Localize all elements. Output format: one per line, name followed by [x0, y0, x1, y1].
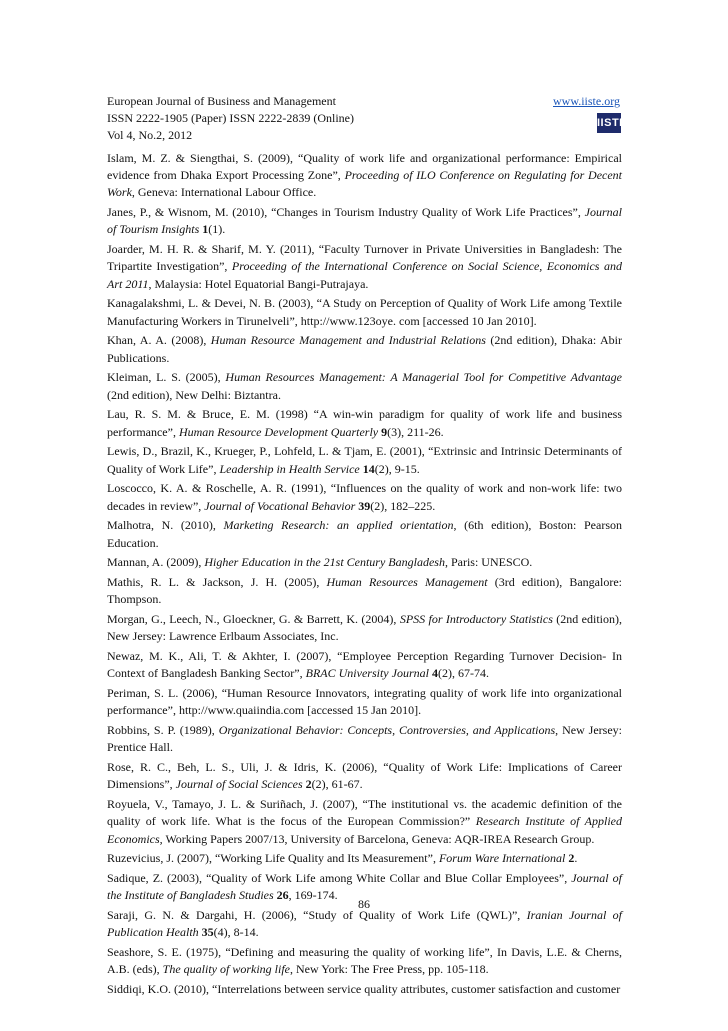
reference-title: Forum Ware International [438, 851, 566, 866]
reference-text: Janes, P., & Wisnom, M. (2010), “Changes in Tourism Industry Quality of Work Life Practices”, [107, 205, 585, 220]
reference-text: Saraji, G. N. & Dargahi, H. (2006), “Study of Quality of Work Life (QWL)”, [107, 908, 527, 923]
reference-text: Siddiqi, K.O. (2010), “Interrelations between service quality attributes, customer satisfaction and customer [107, 982, 621, 997]
reference-volume: 2 [305, 777, 312, 792]
reference-text: (2nd edition), New Delhi: Biztantra. [107, 387, 281, 402]
reference-entry [107, 443, 622, 477]
reference-entry [107, 554, 622, 571]
reference-entry [107, 369, 622, 403]
reference-text: Lewis, D., Brazil, K., Krueger, P., Lohfeld, L. & Tjam, E. (2001), “Extrinsic and Intrinsic Determinants of Quality of Work Life”, [107, 444, 622, 476]
reference-volume: 39 [358, 498, 371, 513]
reference-text: Royuela, V., Tamayo, J. L. & Suriñach, J. (2007), “The institutional vs. the academic definition of the quality of work life. What is the focus of the European Commission?” [107, 797, 622, 829]
reference-entry [107, 295, 622, 329]
reference-title: Leadership in Health Service [219, 461, 360, 476]
reference-text: , New York: The Free Press, pp. 105-118. [290, 962, 489, 977]
reference-title: Iranian Journal of Publication Health [107, 908, 622, 940]
reference-entry [107, 944, 622, 978]
reference-text: , Paris: UNESCO. [444, 555, 533, 570]
reference-text: (2nd edition), New Jersey: Lawrence Erlbaum Associates, Inc. [107, 612, 622, 644]
reference-text: . [574, 851, 578, 866]
reference-text: (3), 211-26. [387, 424, 444, 439]
reference-text: , Malaysia: Hotel Equatorial Bangi-Putrajaya. [148, 276, 369, 291]
reference-title: Research Institute of Applied Economics, [107, 814, 622, 846]
reference-title: BRAC University Journal [305, 666, 429, 681]
reference-text: Robbins, S. P. (1989), [107, 723, 219, 738]
reference-text: Loscocco, K. A. & Roschelle, A. R. (1991), “Influences on the quality of work and non-work life: two decades in review”, [107, 481, 622, 513]
reference-text: Newaz, M. K., Ali, T. & Akhter, I. (2007), “Employee Perception Regarding Turnover Decision- In Context of Bangladesh Banking Sector”, [107, 649, 622, 681]
reference-title: Organizational Behavior: Concepts, Controversies, and Applications [218, 723, 556, 738]
reference-text: Joarder, M. H. R. & Sharif, M. Y. (2011), “Faculty Turnover in Private Universities in Bangladesh: The Tripartite Investigation”, [107, 242, 622, 274]
reference-title: The quality of working life [162, 962, 290, 977]
reference-text: Seashore, S. E. (1975), “Defining and measuring the quality of working life”, In Davis, L.E. & Cherns, A.B. (eds), [107, 945, 622, 977]
reference-title: Human Resources Management: A Managerial Tool for Competitive Advantage [225, 370, 622, 385]
journal-header [107, 93, 622, 145]
reference-title: Higher Education in the 21st Century Bangladesh [204, 555, 445, 570]
reference-title: Journal of Vocational Behavior [204, 498, 356, 513]
reference-entry [107, 759, 622, 793]
reference-title: Human Resources Management [326, 575, 488, 590]
reference-title: Journal of the Institute of Bangladesh Studies [107, 871, 622, 903]
reference-text: (4), 8-14. [213, 925, 259, 940]
reference-title: Journal of Tourism Insights [107, 205, 622, 237]
reference-text: Ruzevicius, J. (2007), “Working Life Quality and Its Measurement”, [107, 851, 439, 866]
reference-text: Mannan, A. (2009), [107, 555, 205, 570]
iiste-logo: IISTE [597, 113, 621, 133]
reference-entry [107, 241, 622, 293]
reference-text: (2), 9-15. [374, 461, 420, 476]
reference-volume: 4 [431, 666, 438, 681]
reference-entry [107, 648, 622, 682]
reference-entry [107, 611, 622, 645]
journal-name: European Journal of Business and Management [107, 94, 336, 108]
reference-entry [107, 480, 622, 514]
reference-volume: 1 [202, 222, 209, 237]
reference-volume: 14 [362, 461, 375, 476]
reference-text: , New Jersey: Prentice Hall. [107, 723, 622, 755]
journal-volume: Vol 4, No.2, 2012 [107, 128, 193, 143]
reference-entry [107, 332, 622, 366]
reference-text: Lau, R. S. M. & Bruce, E. M. (1998) “A win-win paradigm for quality of work life and business performance”, [107, 407, 622, 439]
journal-url-link[interactable]: www.iiste.org [553, 94, 620, 108]
reference-text: Malhotra, N. (2010), [107, 518, 224, 533]
reference-list [107, 150, 622, 1001]
reference-text: (2nd edition), Dhaka: Abir Publications. [107, 333, 622, 365]
reference-text: (1). [208, 222, 226, 237]
reference-entry [107, 722, 622, 756]
reference-text: Islam, M. Z. & Siengthai, S. (2009), “Quality of work life and organizational performance: Empirical evidence from Dhaka Export Processing Zone”, [107, 151, 622, 183]
reference-title: SPSS for Introductory Statistics [399, 612, 553, 627]
reference-entry [107, 150, 622, 202]
reference-title: Human Resource Development Quarterly [178, 424, 379, 439]
reference-text: Sadique, Z. (2003), “Quality of Work Life among White Collar and Blue Collar Employees”, [107, 871, 572, 886]
reference-text: Morgan, G., Leech, N., Gloeckner, G. & Barrett, K. (2004), [107, 612, 400, 627]
reference-volume: 35 [201, 925, 214, 940]
reference-entry [107, 517, 622, 551]
reference-text: Mathis, R. L. & Jackson, J. H. (2005), [107, 575, 327, 590]
reference-title: Proceeding of the International Conference on Social Science, Economics and Art 2011 [107, 259, 622, 291]
reference-title: Marketing Research: an applied orientation [223, 518, 454, 533]
journal-issn: ISSN 2222-1905 (Paper) ISSN 2222-2839 (Online) [107, 111, 354, 126]
reference-entry [107, 204, 622, 238]
reference-entry [107, 850, 622, 867]
reference-text: , Geneva: International Labour Office. [131, 185, 317, 200]
reference-text: Khan, A. A. (2008), [107, 333, 211, 348]
reference-text: Rose, R. C., Beh, L. S., Uli, J. & Idris, K. (2006), “Quality of Work Life: Implications of Career Dimensions”, [107, 760, 622, 792]
reference-entry [107, 406, 622, 440]
reference-entry [107, 981, 622, 998]
reference-text: Periman, S. L. (2006), “Human Resource Innovators, integrating quality of work life into organizational performance”, http://www.quaiindia.com [accessed 15 Jan 2010]. [107, 686, 622, 718]
reference-text: Kleiman, L. S. (2005), [107, 370, 226, 385]
reference-text: , 169-174. [288, 888, 338, 903]
reference-text: Working Papers 2007/13, University of Barcelona, Geneva: AQR-IREA Research Group. [162, 831, 595, 846]
reference-volume: 2 [568, 851, 575, 866]
reference-text: Kanagalakshmi, L. & Devei, N. B. (2003), “A Study on Perception of Quality of Work Life among Textile Manufacturing Workers in Tirunelveli”, http://www.123oye. com [accessed 10 Jan 2010]. [107, 296, 622, 328]
reference-text: (3rd edition), Bangalore: Thompson. [107, 575, 622, 607]
reference-entry [107, 574, 622, 608]
page-number: 86 [358, 897, 370, 911]
reference-text: (2), 67-74. [437, 666, 489, 681]
reference-title: Journal of Social Sciences [175, 777, 303, 792]
reference-entry [107, 685, 622, 719]
reference-text: , (6th edition), Boston: Pearson Education. [107, 518, 622, 550]
reference-title: Human Resource Management and Industrial Relations [210, 333, 486, 348]
reference-volume: 9 [381, 424, 388, 439]
reference-entry [107, 796, 622, 848]
reference-volume: 26 [276, 888, 289, 903]
reference-text: (2), 61-67. [311, 777, 363, 792]
reference-text: (2), 182–225. [370, 498, 436, 513]
reference-title: Proceeding of ILO Conference on Regulating for Decent Work [107, 168, 623, 200]
